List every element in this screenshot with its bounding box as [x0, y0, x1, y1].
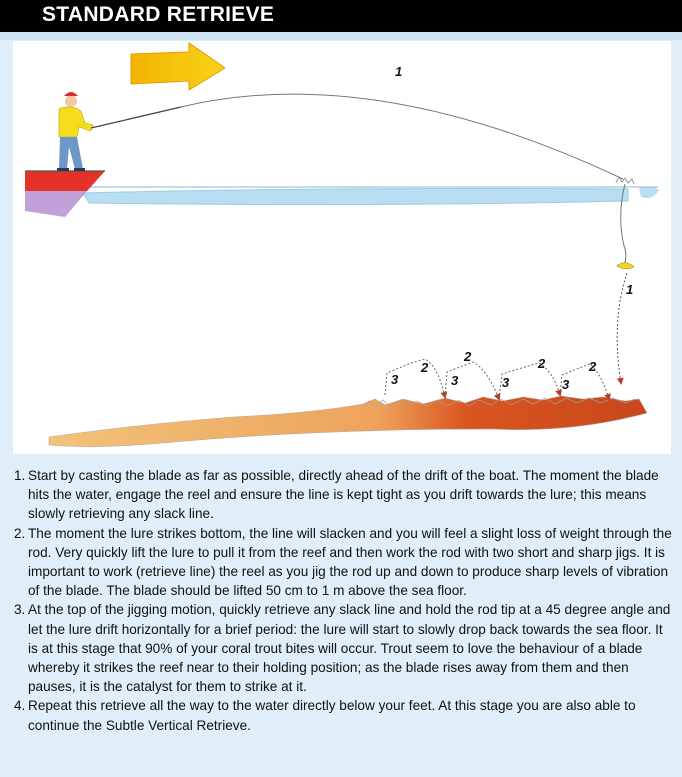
label-3-a: 3: [391, 372, 399, 387]
label-2-a: 2: [421, 360, 429, 375]
page-title: STANDARD RETRIEVE: [42, 3, 275, 26]
label-3-d: 3: [562, 377, 570, 392]
jig-path: [385, 359, 609, 399]
step-number: 2.: [14, 525, 26, 541]
step-number: 3.: [14, 602, 26, 618]
step-item: [8, 600, 672, 696]
label-1-cast: 1: [395, 64, 403, 79]
retrieve-diagram-svg: [13, 41, 671, 454]
label-3-c: 3: [502, 375, 510, 390]
fishing-rod: [91, 107, 181, 128]
step-item: [8, 466, 672, 524]
title-strip: [0, 32, 682, 40]
angler: [57, 92, 93, 171]
step-text: Repeat this retrieve all the way to the water directly below your feet. At this stage you are also able to continue the Subtle Vertical Retrieve.: [28, 698, 636, 733]
step-text: Start by casting the blade as far as possible, directly ahead of the drift of the boat. The moment the blade hits the water, engage the reel and ensure the line is kept tight as you drift towards the lure; this means slowly retrieving any slack line.: [28, 468, 659, 522]
water-surface: [83, 189, 628, 205]
label-2-b: 2: [464, 349, 472, 364]
water-surface-far: [639, 187, 659, 198]
cast-line: [181, 94, 623, 179]
steps-list: [8, 466, 672, 735]
step-item: [8, 524, 672, 601]
step-item: [8, 696, 672, 734]
lure-blade: [617, 263, 634, 269]
label-2-d: 2: [589, 359, 597, 374]
retrieve-diagram: [13, 41, 671, 454]
splash: [616, 177, 634, 184]
drift-direction-arrow: [131, 43, 225, 90]
step-number: 1.: [14, 468, 26, 483]
title-bar: [0, 0, 682, 32]
label-2-c: 2: [538, 356, 546, 371]
reef-seabed: [49, 396, 647, 447]
label-3-b: 3: [451, 373, 459, 388]
label-1-sink: 1: [626, 282, 634, 297]
step-number: 4.: [14, 698, 26, 714]
step-text: At the top of the jigging motion, quickly retrieve any slack line and hold the rod tip at a 45 degree angle and let the lure drift horizontally for a brief period: the lure will start to slowly drop back towards the sea floor. It is at this stage that 90% of your coral trout bites will occur. Trout seem to love the behaviour of a blade whereby it strikes the reef near to their holding position; as the blade rises away from them and then pauses, it is the catalyst for them to strike at it.: [28, 602, 671, 695]
step-text: The moment the lure strikes bottom, the line will slacken and you will feel a slight loss of weight through the rod. Very quickly lift the lure to pull it from the reef and then work the rod with two short and sharp jigs. It is important to work (retrieve line) the reel as you jig the rod up and down to produce sharp levels of vibration of the blade. The blade should be lifted 50 cm to 1 m above the sea floor.: [28, 525, 672, 599]
